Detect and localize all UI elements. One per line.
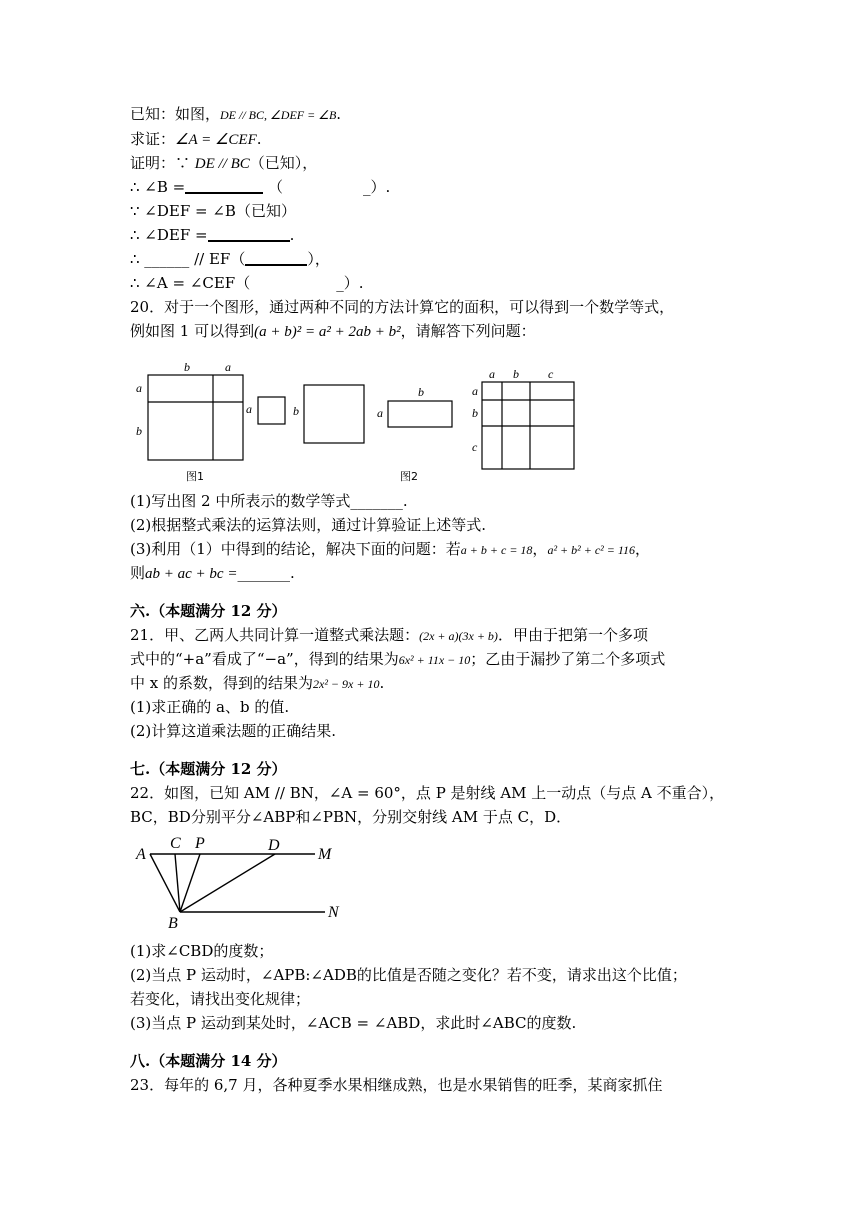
fig2-caption: 图2 <box>400 470 418 483</box>
label-B: B <box>168 915 178 932</box>
q22-sub-2: (2)当点 P 运动时，∠APB:∠ADB的比值是否随之变化？若不变，请求出这个比值； <box>130 966 687 984</box>
q20-text-2: 例如图 1 可以得到(a + b)² = a² + 2ab + b²，请解答下列问题： <box>130 322 536 340</box>
q22-text-2: BC，BD分别平分∠ABP和∠PBN，分别交射线 AM 于点 C，D． <box>130 808 572 826</box>
q21-text-2: 式中的“+a”看成了“−a”，得到的结果为6x² + 11x − 10；乙由于漏抄了第二个多项式 <box>130 650 666 668</box>
answer-blank <box>208 226 290 242</box>
proof-step-3: ∵ ∠DEF = ∠B（已知） <box>130 202 296 220</box>
label-P: P <box>195 835 205 852</box>
q23-text-1: 23．每年的 6,7 月，各种夏季水果相继成熟，也是水果销售的旺季，某商家抓住 <box>130 1076 663 1094</box>
q22-sub-2-cont: 若变化，请找出变化规律； <box>130 990 311 1008</box>
fig1-caption: 图1 <box>186 470 204 483</box>
svg-text:b: b <box>472 406 478 420</box>
q20-figure-2-grid <box>468 366 588 476</box>
section-7-heading: 七.（本题满分 12 分） <box>130 760 287 778</box>
fig1-label-b-left: b <box>136 424 142 438</box>
q20-sub-3: (3)利用（1）中得到的结论，解决下面的问题：若a + b + c = 18，a² + b² + c² = 116， <box>130 540 650 558</box>
proof-step-1: 证明：∵ DE // BC（已知）， <box>130 154 318 172</box>
label-C: C <box>170 835 181 852</box>
svg-text:c: c <box>472 440 478 454</box>
q21-sub-2: (2)计算这道乘法题的正确结果. <box>130 722 337 740</box>
fig1-label-b-top: b <box>184 360 190 374</box>
q22-sub-3: (3)当点 P 运动到某处时，∠ACB = ∠ABD，求此时∠ABC的度数. <box>130 1014 577 1032</box>
q20-text-1: 20．对于一个图形，通过两种不同的方法计算它的面积，可以得到一个数学等式， <box>130 298 675 316</box>
proof-given-line: 已知：如图，DE // BC, ∠DEF = ∠B. <box>130 105 342 123</box>
svg-text:c: c <box>548 367 554 381</box>
q20-figure-2-pieces <box>240 380 470 490</box>
label-D: D <box>268 837 280 854</box>
proof-step-6: ∴ ∠A = ∠CEF（ _）. <box>130 274 364 292</box>
answer-blank <box>245 250 307 266</box>
square-b <box>304 385 364 443</box>
q22-sub-1: (1)求∠CBD的度数； <box>130 942 274 960</box>
proof-step-5: ∴ ______ // EF（ ）， <box>130 250 330 268</box>
svg-text:b: b <box>513 367 519 381</box>
label-A: A <box>136 846 146 863</box>
svg-text:a: a <box>246 402 252 416</box>
rect-ab <box>388 401 452 427</box>
fig1-label-a-top: a <box>225 360 231 374</box>
proof-step-4: ∴ ∠DEF = . <box>130 226 295 244</box>
svg-text:a: a <box>472 384 478 398</box>
svg-text:b: b <box>293 404 299 418</box>
q20-sub-1: (1)写出图 2 中所表示的数学等式_______. <box>130 492 408 510</box>
square-a <box>258 397 285 424</box>
svg-text:a: a <box>377 406 383 420</box>
q22-figure <box>130 832 360 932</box>
svg-text:a: a <box>489 367 495 381</box>
label-M: M <box>318 846 332 863</box>
proof-prove-line: 求证：∠A = ∠CEF. <box>130 130 262 148</box>
q20-sub-3-cont: 则ab + ac + bc =_______. <box>130 564 295 582</box>
section-6-heading: 六.（本题满分 12 分） <box>130 602 287 620</box>
svg-text:b: b <box>418 385 424 399</box>
proof-step-2: ∴ ∠B = （ _）. <box>130 178 391 196</box>
q20-sub-2: (2)根据整式乘法的运算法则，通过计算验证上述等式. <box>130 516 487 534</box>
fig1-label-a-left: a <box>136 381 142 395</box>
q22-text-1: 22．如图，已知 AM // BN，∠A = 60°，点 P 是射线 AM 上一动点（与点 A 不重合）， <box>130 784 725 802</box>
label-N: N <box>328 904 339 921</box>
answer-blank <box>185 178 263 194</box>
q21-text-1: 21．甲、乙两人共同计算一道整式乘法题：(2x + a)(3x + b)．甲由于把第一个多项 <box>130 626 648 644</box>
section-8-heading: 八.（本题满分 14 分） <box>130 1052 287 1070</box>
q21-sub-1: (1)求正确的 a、b 的值. <box>130 698 290 716</box>
q21-text-3: 中 x 的系数，得到的结果为2x² − 9x + 10. <box>130 674 385 692</box>
